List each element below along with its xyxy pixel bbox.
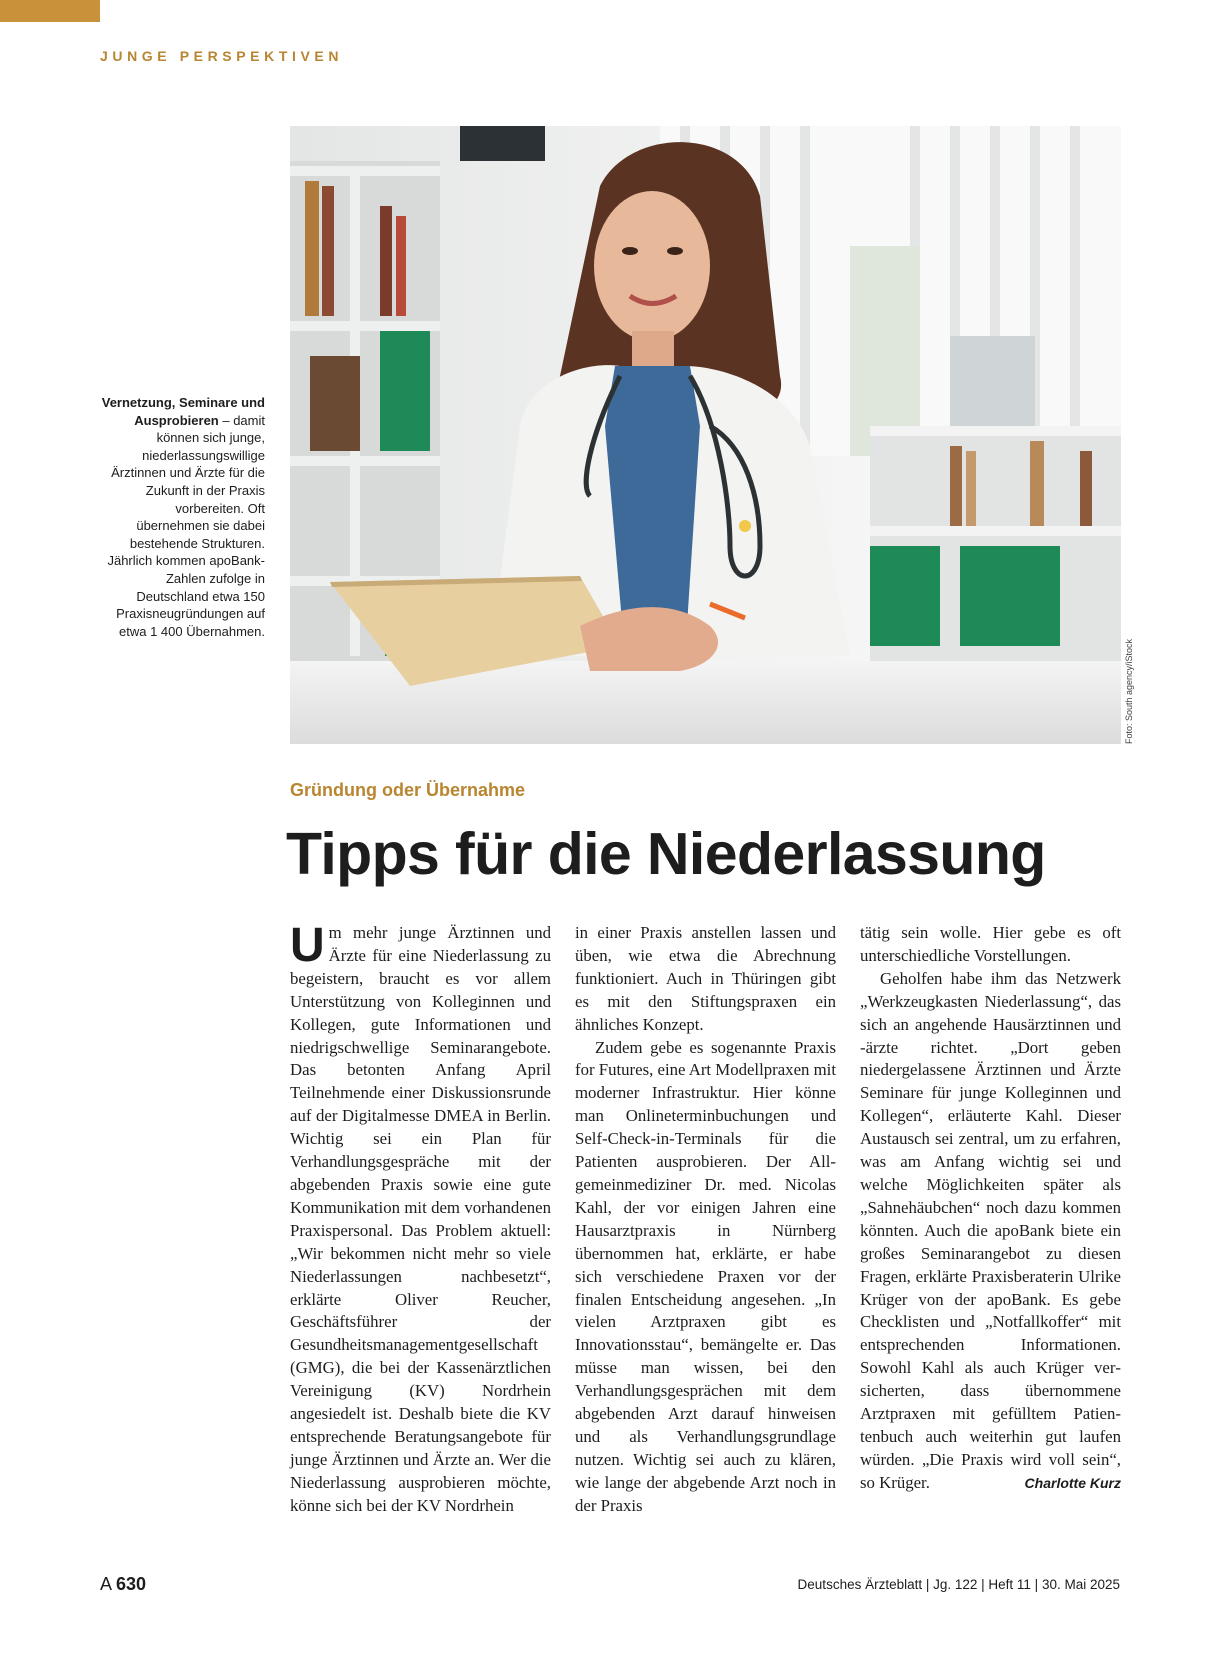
corner-accent-bar xyxy=(0,0,100,22)
doctor-photo xyxy=(290,126,1121,744)
author-byline: Charlotte Kurz xyxy=(1024,1474,1121,1491)
paragraph-1-continued: in einer Praxis anstellen lassen und üben, wie etwa die Abrechnung funktioniert. Auch in Thüringen gibt es mit den Stiftungspraxen ein ähnliches Konzept. xyxy=(575,923,836,1034)
article-column-3 xyxy=(860,922,1121,1495)
dropcap: U xyxy=(290,919,325,972)
caption-text: – damit können sich junge, niederlassungswillige Ärztinnen und Ärzte für die Zukunft in der Praxis vorbereiten. Oft übernehmen sie dabei bestehende Strukturen. Jährlich kommen apoBank-Zahlen zufolge in Deutschland etwa 150 Praxisneugründungen auf etwa 1 400 Übernahmen. xyxy=(107,412,265,639)
paragraph-3 xyxy=(860,968,1121,1495)
page-prefix: A xyxy=(100,1574,117,1594)
photo-credit: Foto: South agency/iStock xyxy=(1124,638,1134,744)
page-number xyxy=(100,1574,146,1595)
caption-lead: Vernetzung, Seminare und Ausprobieren xyxy=(101,395,265,428)
page-number-value: 630 xyxy=(116,1574,147,1594)
article-kicker: Gründung oder Übernahme xyxy=(290,780,526,800)
doctor-at-desk-illustration xyxy=(290,126,1121,744)
photo-caption xyxy=(100,394,265,640)
journal-info: Deutsches Ärzteblatt | Jg. 122 | Heft 11 | 30. Mai 2025 xyxy=(797,1577,1120,1592)
article-title: Tipps für die Niederlassung xyxy=(286,821,1046,887)
paragraph-2-continued: tätig sein wolle. Hier gebe es oft unterschiedliche Vorstellungen. xyxy=(860,923,1121,965)
section-rubric: JUNGE PERSPEKTIVEN xyxy=(100,48,344,64)
paragraph-3-text: Geholfen habe ihm das Netzwerk „Werkzeugkasten Niederlassung“, das sich an angehende Hausärztinnen und -ärzte richtet. „Dort geben niedergelassene Ärztinnen und Ärzte Seminare für junge Kolleginnen und Kollegen“, erläuterte Kahl. Dieser Austausch sei zentral, um zu erfahren, was am Anfang wichtig sei und welche Möglichkeiten später als „Sahnehäubchen“ noch dazu kommen könnten. Auch die apoBank biete ein großes Seminarangebot zu diesen Fragen, erklärte Praxisberaterin Ulrike Krüger von der apoBank. Es gebe Checklisten und „Notfallkoffer“ mit entsprechenden Informationen. Sowohl Kahl als auch Krüger versicherten, dass übernommene Arztpraxen mit gefülltem Patientenbuch auch weiterhin gut laufen würden. „Die Praxis wird voll sein“, so Krüger. xyxy=(860,968,1121,1492)
paragraph-2: Zudem gebe es sogenannte Praxis for Futures, eine Art Modellpraxen mit moderner Infrastruktur. Hier könne man Onlineterminbuchungen und Self-Check-in-Terminals für die Patienten ausprobieren. Der Allgemeinmediziner Dr. med. Nicolas Kahl, der vor einigen Jahren eine Hausarztpraxis in Nürnberg übernommen hat, erklärte, er habe sich verschiedene Praxen vor der finalen Entscheidung angesehen. „In vielen Arztpraxen gibt es Innovationsstau“, bemängelte er. Das müsse man wissen, bei den Verhandlungsgesprächen mit dem abgebenden Arzt darauf hinweisen und als Verhandlungsgrundlage nutzen. Wichtig sei auch zu klären, wie lange der abgebende Arzt noch in der Praxis xyxy=(575,1037,836,1515)
article-column-1 xyxy=(290,919,551,1518)
article-column-2 xyxy=(575,922,836,1518)
paragraph-1: m mehr junge Ärztinnen und Ärzte für eine Niederlassung zu begeistern, braucht es vor allem Unterstützung von Kolleginnen und Kollegen, gute Informationen und niedrigschwellige Seminarangebote. Das betonten Anfang April Teilnehmende einer Diskussionsrunde auf der Digitalmesse DMEA in Berlin. Wichtig sei ein Plan für Verhandlungsgespräche mit der abgebenden Praxis sowie eine gute Kommunikation mit dem vorhandenen Praxispersonal. Das Problem aktuell: „Wir bekommen nicht mehr so viele Niederlassungen nachbesetzt“, erklärte Oliver Reucher, Geschäftsführer der Gesundheitsmanagementgesellschaft (GMG), die bei der Kassenärztlichen Vereinigung (KV) Nordrhein angesiedelt ist. Deshalb biete die KV entsprechende Beratungsangebote für junge Ärztinnen und Ärzte an. Wer die Niederlassung ausprobieren möchte, könne sich bei der KV Nordrhein xyxy=(290,923,551,1515)
